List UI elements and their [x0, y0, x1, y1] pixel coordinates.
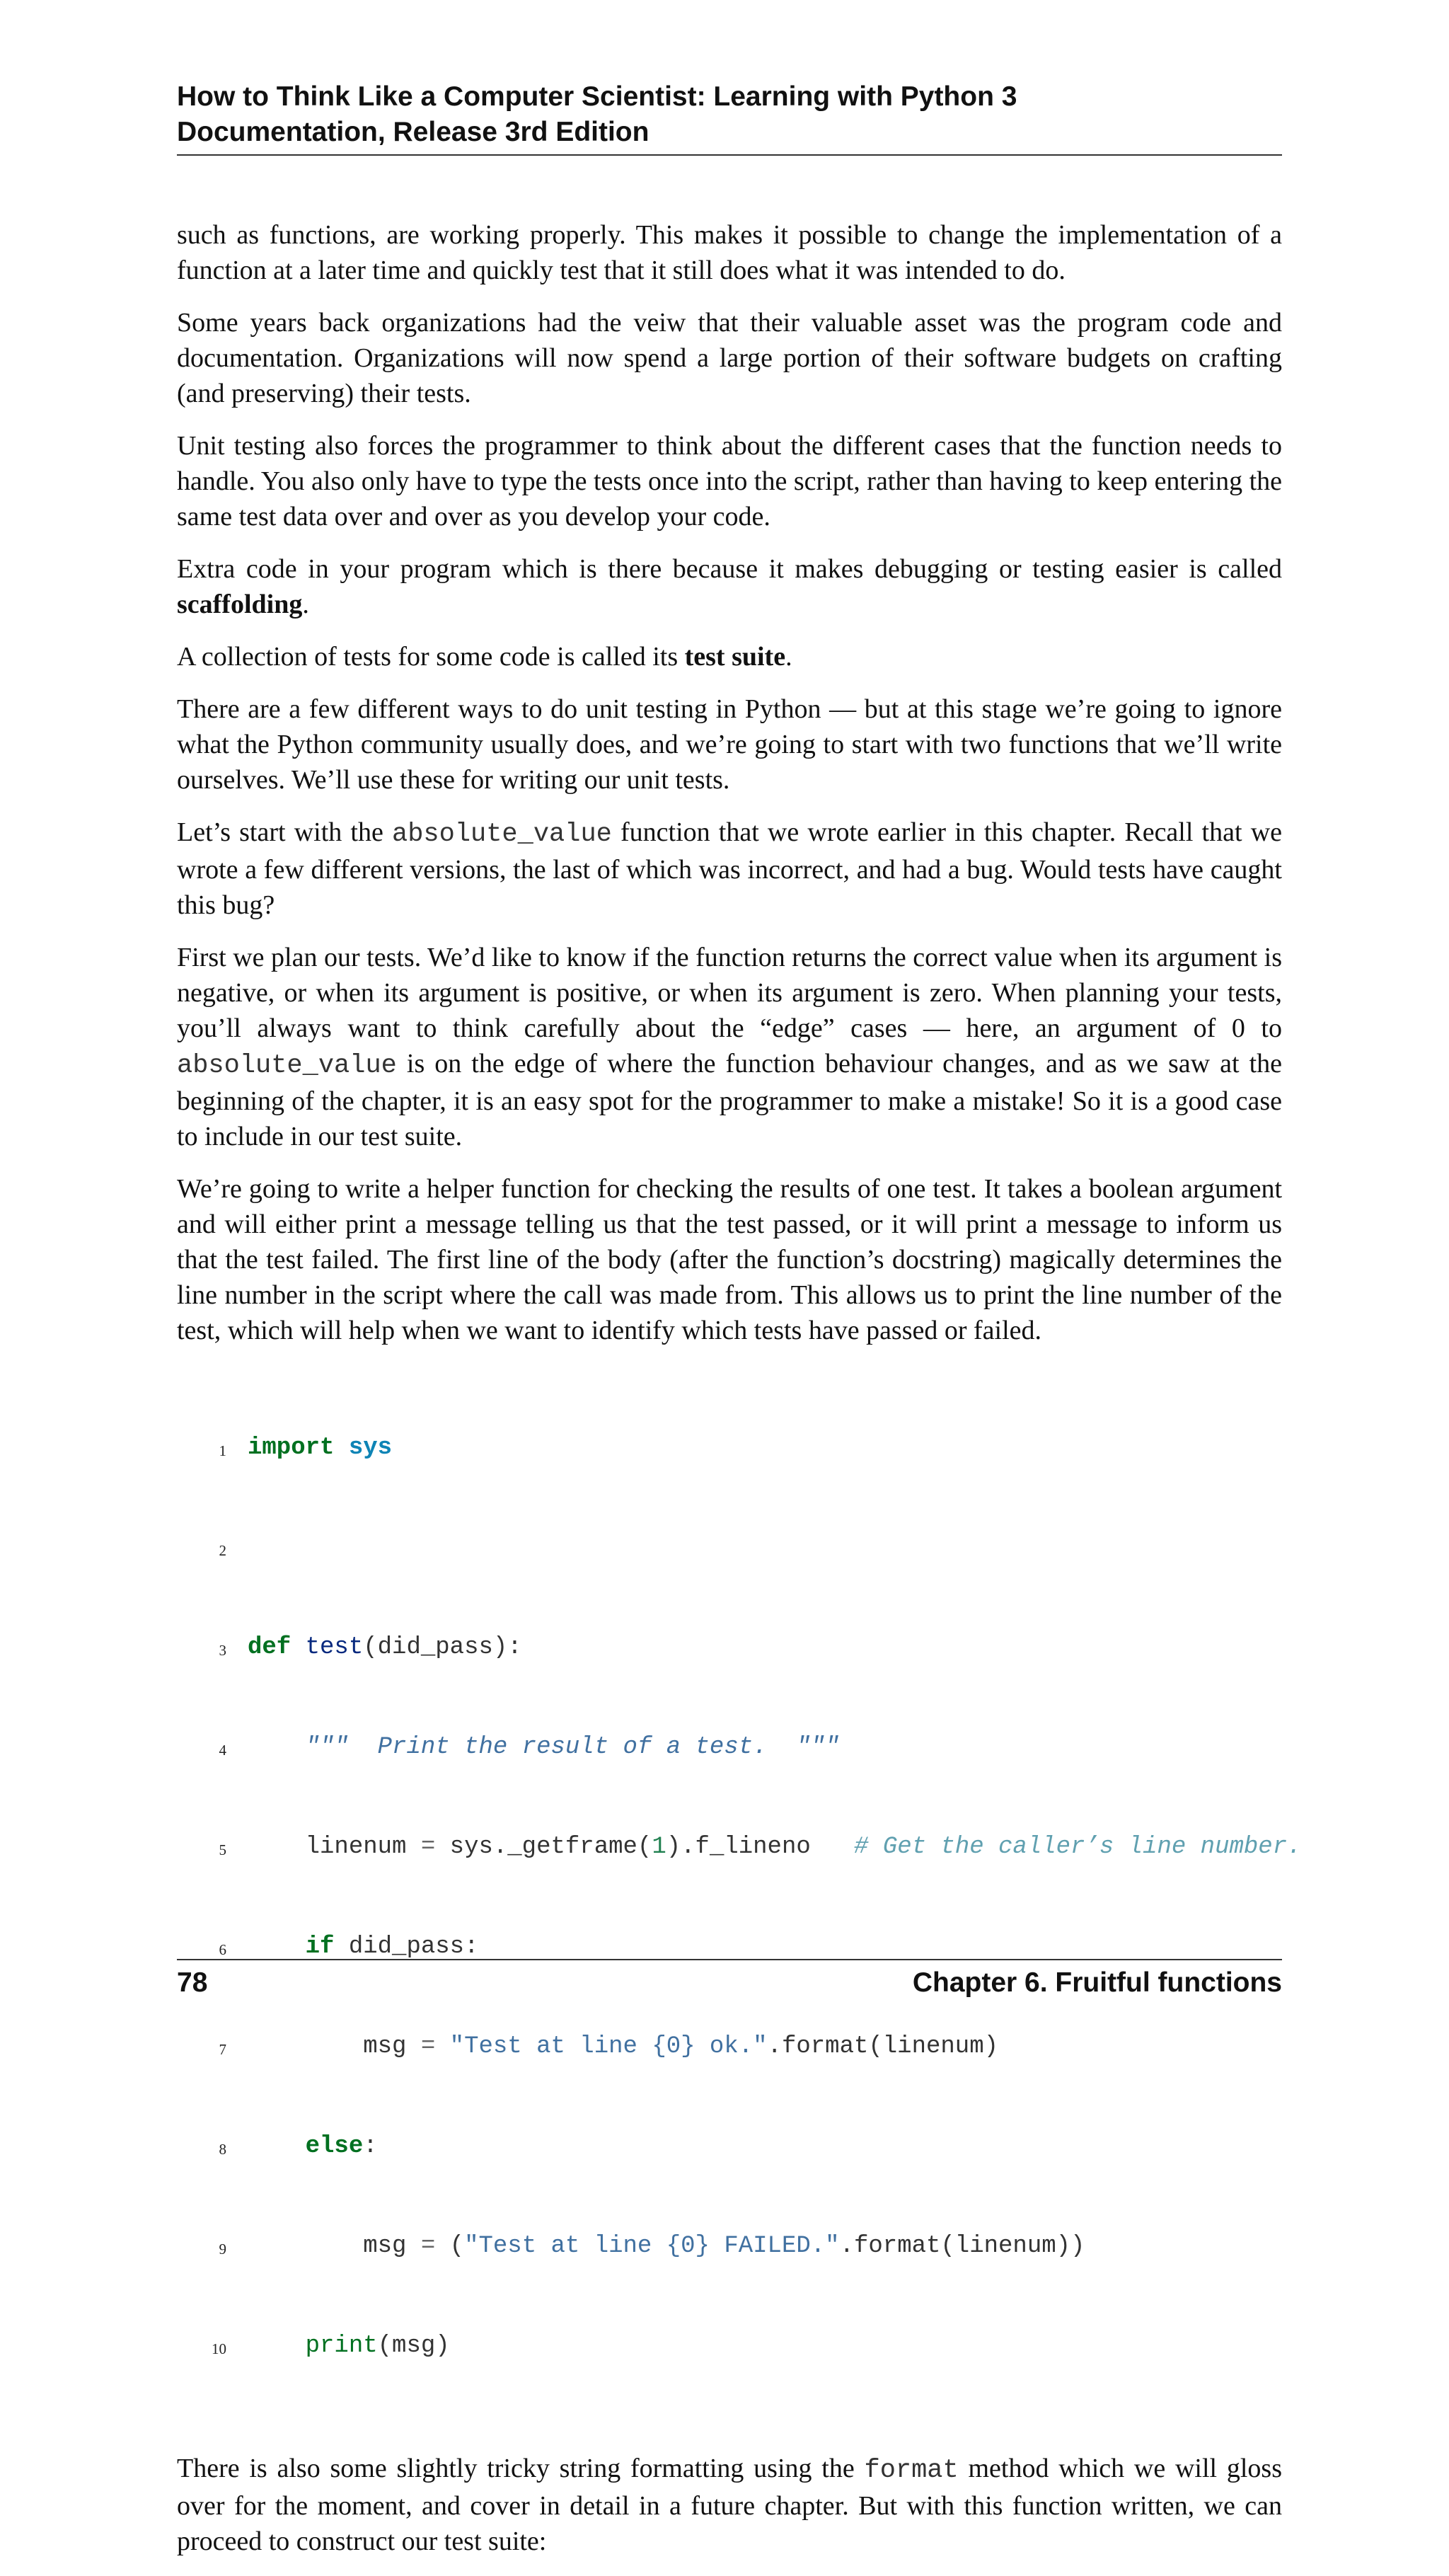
chapter-title: Chapter 6. Fruitful functions: [912, 1967, 1282, 1998]
text: .: [785, 642, 792, 672]
operator: =: [420, 1834, 436, 1861]
paragraph: [177, 2451, 1282, 2559]
paragraph: We’re going to write a helper function for checking the results of one test. It takes a boolean argument and will either print a message telling us that the test passed, or it will print a message to inform us that the test failed. The first line of the body (after the function’s docstring) magically determines the line number in the script where the call was made from. This allows us to print the line number of the test, which will help when we want to identify which tests have passed or failed.: [177, 1174, 1282, 1345]
keyword: def: [248, 1634, 291, 1661]
paragraph: [177, 639, 1282, 674]
code-text: msg: [363, 2233, 421, 2260]
text: function that we wrote earlier in this chapter. Recall that we wrote a few different versions, the last of which was incorrect, and had a bug. Would tests have caught this bug?: [177, 817, 1283, 920]
code-line: [177, 1531, 1282, 1565]
code-text: linenum: [305, 1834, 421, 1861]
builtin: print: [305, 2333, 378, 2359]
paragraph: [177, 815, 1282, 923]
text: .: [302, 590, 309, 619]
inline-code: absolute_value: [177, 1051, 397, 1081]
code-block: [177, 1365, 1302, 2430]
text: Let’s start with the: [177, 817, 392, 847]
code-line: [177, 2130, 1282, 2163]
paragraph: Unit testing also forces the programmer to think about the different cases that the function needs to handle. You also only have to type the tests once into the script, rather than having to keep entering the same test data over and over as you develop your code.: [177, 431, 1282, 531]
text: A collection of tests for some code is called its: [177, 642, 685, 672]
header-title-line-2: Documentation, Release 3rd Edition: [177, 117, 650, 147]
line-number: 4: [219, 1742, 226, 1759]
running-header: [177, 79, 1282, 150]
code-text: :: [363, 2133, 378, 2160]
comment: # Get the caller’s line number.: [854, 1834, 1302, 1861]
string: "Test at line {0} ok.": [449, 2033, 768, 2060]
running-footer: [177, 1967, 1282, 2003]
code-line: [177, 1831, 1302, 1864]
code-text: (: [435, 2233, 465, 2260]
number: 1: [652, 1834, 666, 1861]
keyword: import: [248, 1434, 335, 1461]
code-text: .format(linenum): [767, 2033, 998, 2060]
code-line: [177, 2230, 1282, 2263]
text: method which we will gloss over for the moment, and cover in detail in a future chapter. But with this function written, we can proceed to construct our test suite:: [177, 2454, 1282, 2556]
line-number: 9: [219, 2241, 226, 2258]
text: Extra code in your program which is there because it makes debugging or testing easier is called: [177, 554, 1282, 584]
operator: =: [420, 2033, 436, 2060]
code-line: [177, 2030, 1282, 2064]
line-number: 10: [212, 2340, 226, 2357]
code-text: (msg): [377, 2333, 450, 2359]
body-text: [177, 217, 1302, 2576]
line-number: 7: [219, 2041, 226, 2058]
line-number: 5: [219, 1841, 226, 1858]
term-test-suite: test suite: [684, 642, 786, 672]
code-line: [177, 2330, 1282, 2363]
code-line: [177, 1432, 1282, 1465]
function-name: test: [305, 1634, 364, 1661]
paragraph: such as functions, are working properly. This makes it possible to change the implementation of a function at a later time and quickly test that it still does what it was intended to do.: [177, 220, 1282, 285]
code-text: msg: [363, 2033, 421, 2060]
operator: =: [420, 2233, 436, 2260]
code-text: ).f_lineno: [666, 1834, 811, 1861]
inline-code: format: [864, 2456, 959, 2485]
code-text: did_pass:: [334, 1933, 479, 1960]
keyword: else: [305, 2133, 364, 2160]
text: There is also some slightly tricky string formatting using the: [177, 2454, 865, 2483]
line-number: 6: [219, 1941, 226, 1958]
header-rule: [177, 154, 1282, 156]
line-number: 2: [219, 1542, 226, 1559]
footer-rule: [177, 1959, 1282, 1960]
code-text: .format(linenum)): [839, 2233, 1085, 2260]
code-line: [177, 1631, 1282, 1664]
module-name: sys: [348, 1434, 393, 1461]
line-number: 3: [219, 1642, 226, 1659]
code-text: sys._getframe(: [435, 1834, 652, 1861]
page-number: 78: [177, 1967, 208, 1998]
string: "Test at line {0} FAILED.": [464, 2233, 840, 2260]
header-title-line-1: How to Think Like a Computer Scientist: Learning with Python 3: [177, 81, 1017, 112]
code-text: (did_pass):: [363, 1634, 522, 1661]
keyword: if: [305, 1933, 335, 1960]
text: First we plan our tests. We’d like to know if the function returns the correct value when its argument is negative, or when its argument is positive, or when its argument is zero. When planning your tests, you’ll always want to think carefully about the “edge” cases — here, an argument of 0 to: [177, 943, 1282, 1043]
page: [177, 0, 1302, 2556]
paragraph: [177, 940, 1282, 1154]
code-line: [177, 1731, 1282, 1764]
docstring: """ Print the result of a test. """: [305, 1734, 840, 1761]
inline-code: absolute_value: [392, 820, 612, 849]
paragraph: Some years back organizations had the veiw that their valuable asset was the program code and documentation. Organizations will now spend a large portion of their software budgets on crafting (and preserving) their tests.: [177, 308, 1282, 408]
text: is on the edge of where the function behaviour changes, and as we saw at the beginning of the chapter, it is an easy spot for the programmer to make a mistake! So it is a good case to include in our test suite.: [177, 1049, 1282, 1151]
line-number: 1: [219, 1442, 226, 1459]
line-number: 8: [219, 2141, 226, 2158]
paragraph: [177, 551, 1282, 622]
paragraph: There are a few different ways to do unit testing in Python — but at this stage we’re going to ignore what the Python community usually does, and we’re going to start with two functions that we’ll write ourselves. We’ll use these for writing our unit tests.: [177, 694, 1282, 795]
term-scaffolding: scaffolding: [177, 590, 303, 619]
